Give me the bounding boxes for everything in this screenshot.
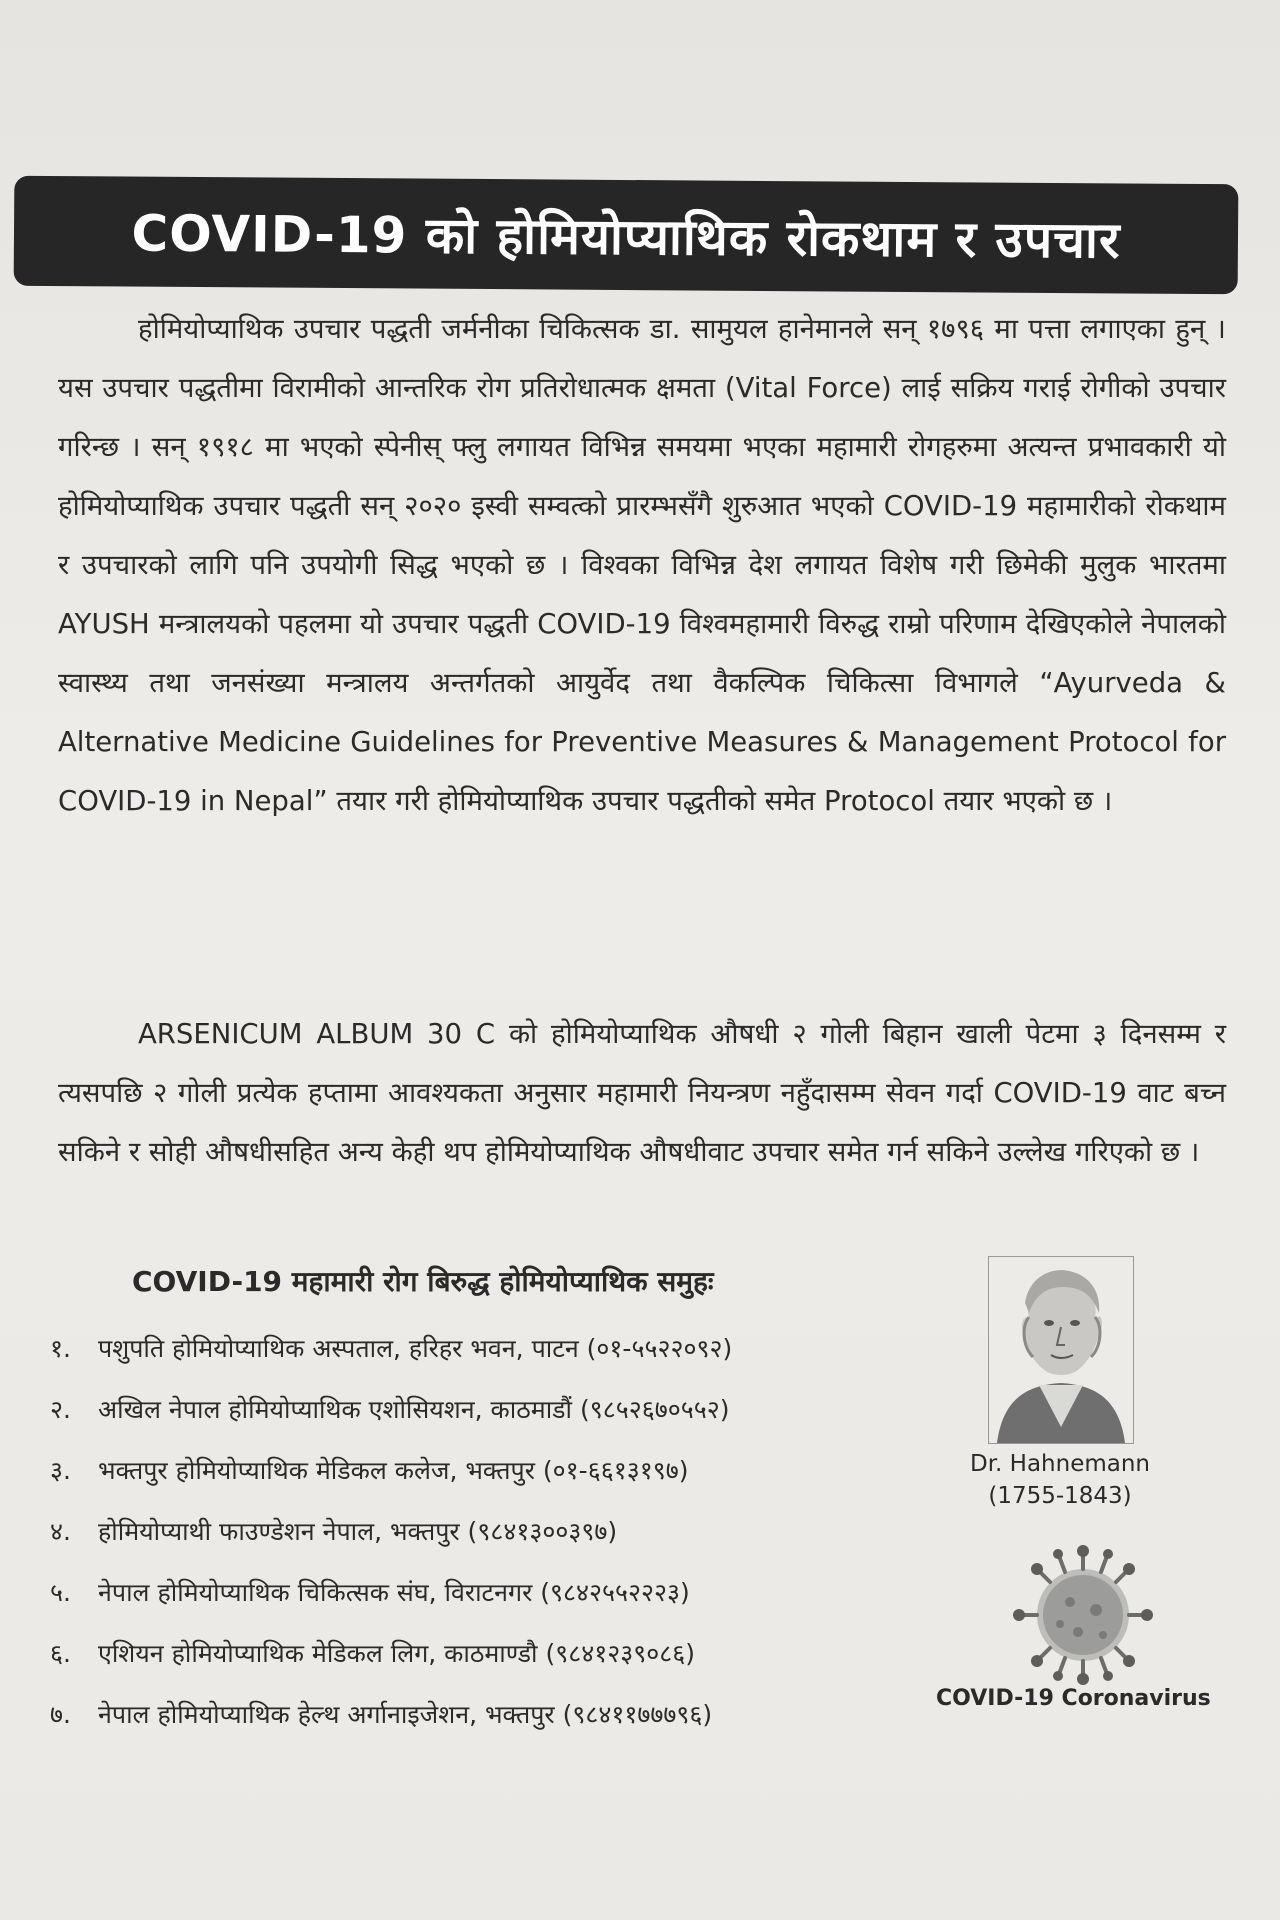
list-number: ४. (50, 1517, 71, 1546)
organization-text: नेपाल होमियोप्याथिक चिकित्सक संघ, विराटनगर (९८४२५५२२२३) (98, 1578, 690, 1607)
document-title: COVID-19 को होमियोप्याथिक रोकथाम र उपचार (131, 204, 1121, 270)
list-item (50, 1623, 950, 1684)
organization-text: होमियोप्याथी फाउण्डेशन नेपाल, भक्तपुर (९८४१३००३९७) (98, 1517, 618, 1546)
portrait-caption (940, 1448, 1180, 1512)
virus-caption: COVID-19 Coronavirus (936, 1686, 1211, 1711)
list-number: ५. (50, 1578, 71, 1607)
portrait-name: Dr. Hahnemann (969, 1451, 1151, 1477)
list-item (50, 1501, 950, 1562)
group-heading: COVID-19 महामारी रोग बिरुद्ध होमियोप्याथिक समुहः (132, 1265, 714, 1298)
organization-text: अखिल नेपाल होमियोप्याथिक एशोसियशन, काठमाडौं (९८५२६७०५५२) (98, 1395, 730, 1424)
list-number: ६. (50, 1639, 71, 1668)
list-item (50, 1684, 950, 1745)
organization-text: भक्तपुर होमियोप्याथिक मेडिकल कलेज, भक्तपुर (०१-६६१३१९७) (98, 1456, 689, 1485)
portrait-years: (1755-1843) (988, 1483, 1132, 1509)
list-number: ७. (50, 1700, 71, 1729)
organization-text: नेपाल होमियोप्याथिक हेल्थ अर्गानाइजेशन, भक्तपुर (९८४११७७७९६) (98, 1700, 713, 1729)
list-number: २. (50, 1395, 71, 1424)
list-item (50, 1440, 950, 1501)
organization-text: एशियन होमियोप्याथिक मेडिकल लिग, काठमाण्डौ (९८४१२३९०८६) (98, 1639, 695, 1668)
list-number: १. (50, 1334, 71, 1363)
coronavirus-icon (1008, 1540, 1158, 1690)
organization-list (50, 1318, 950, 1745)
dosage-paragraph: ARSENICUM ALBUM 30 C को होमियोप्याथिक औषधी २ गोली बिहान खाली पेटमा ३ दिनसम्म र त्यसपछि २ गोली प्रत्येक हप्तामा आवश्यकता अनुसार महामारी नियन्त्रण नहुँदासम्म सेवन गर्दा COVID-19 वाट बच्न सकिने र सोही औषधीसहित अन्य केही थप होमियोप्याथिक औषधीवाट उपचार समेत गर्न सकिने उल्लेख गरिएको छ । (58, 1018, 1226, 1168)
list-number: ३. (50, 1456, 71, 1485)
title-banner (14, 176, 1239, 295)
list-item (50, 1562, 950, 1623)
organization-text: पशुपति होमियोप्याथिक अस्पताल, हरिहर भवन, पाटन (०१-५५२२०९२) (98, 1334, 733, 1363)
hahnemann-portrait (988, 1256, 1134, 1444)
intro-paragraph: होमियोप्याथिक उपचार पद्धती जर्मनीका चिकित्सक डा. सामुयल हानेमानले सन् १७९६ मा पत्ता लगाएका हुन् । यस उपचार पद्धतीमा विरामीको आन्तरिक रोग प्रतिरोधात्मक क्षमता (Vital Force) लाई सक्रिय गराई रोगीको उपचार गरिन्छ । सन् १९१८ मा भएको स्पेनीस् फ्लु लगायत विभिन्न समयमा भएका महामारी रोगहरुमा अत्यन्त प्रभावकारी यो होमियोप्याथिक उपचार पद्धती सन् २०२० इस्वी सम्वत्को प्रारम्भसँगै शुरुआत भएको COVID-19 महामारीको रोकथाम र उपचारको लागि पनि उपयोगी सिद्ध भएको छ । विश्वका विभिन्न देश लगायत विशेष गरी छिमेकी मुलुक भारतमा AYUSH मन्त्रालयको पहलमा यो उपचार पद्धती COVID-19 विश्वमहामारी विरुद्ध राम्रो परिणाम देखिएकोले नेपालको स्वास्थ्य तथा जनसंख्या मन्त्रालय अन्तर्गतको आयुर्वेद तथा वैकल्पिक चिकित्सा विभागले “Ayurveda & Alternative Medicine Guidelines for Preventive Measures & Management Protocol for COVID-19 in Nepal” तयार गरी होमियोप्याथिक उपचार पद्धतीको समेत Protocol तयार भएको छ । (58, 313, 1226, 817)
list-item (50, 1318, 950, 1379)
list-item (50, 1379, 950, 1440)
portrait-engraving-icon (989, 1257, 1133, 1443)
